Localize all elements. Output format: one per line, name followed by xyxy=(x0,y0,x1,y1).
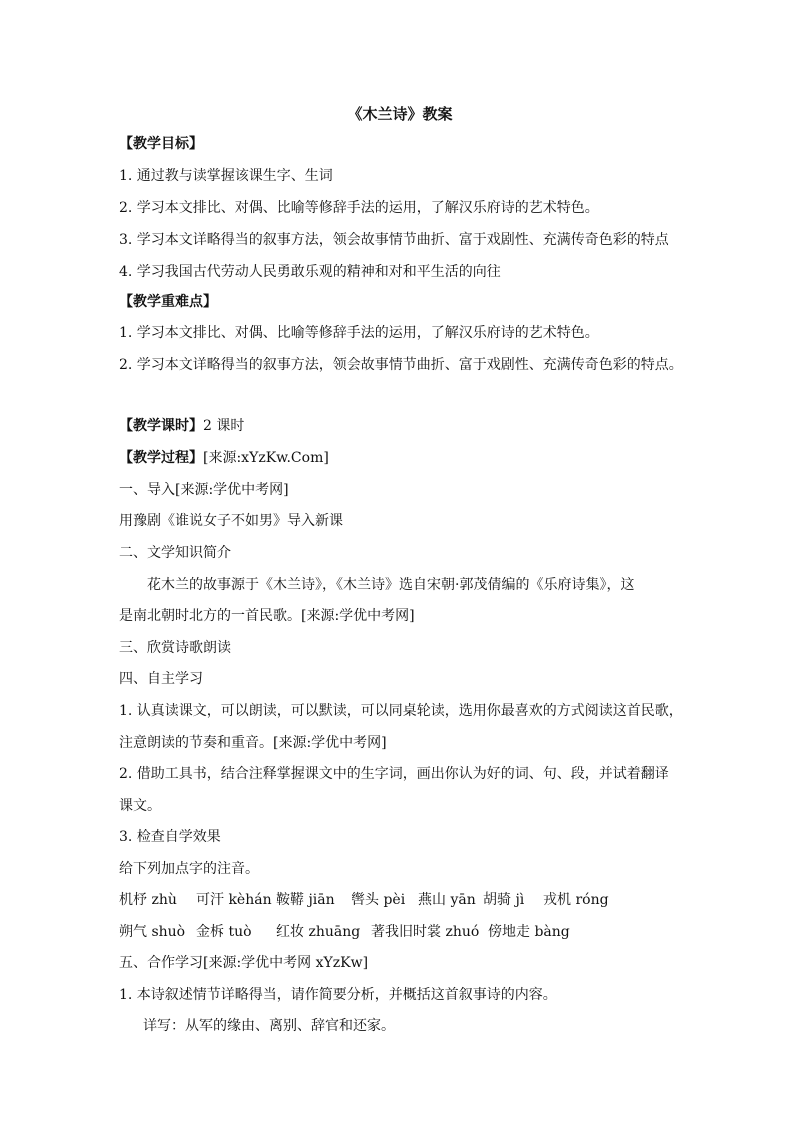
pinyin-item: 金柝 tuò xyxy=(196,924,252,940)
document-title: 《木兰诗》教案 xyxy=(347,105,453,123)
self-study-item-line: 注意朗读的节奏和重音。[来源:学优中考网] xyxy=(119,735,387,751)
section-literature: 二、文学知识简介 xyxy=(119,545,231,561)
literature-paragraph-line: 是南北朝时北方的一首民歌。[来源:学优中考网] xyxy=(119,608,415,624)
cooperative-item: 1. 本诗叙述情节详略得当，请作简要分析，并概括这首叙事诗的内容。 xyxy=(119,987,557,1003)
pinyin-item: 著我旧时裳 zhuó xyxy=(371,924,480,940)
section-self-study: 四、自主学习 xyxy=(119,671,203,687)
pinyin-item: 可汗 kèhán xyxy=(196,892,272,908)
objective-item: 1. 通过教与读掌握该课生字、生词 xyxy=(119,168,333,184)
pinyin-item: 机杼 zhù xyxy=(119,892,177,908)
pinyin-item: 戎机 róng xyxy=(543,892,609,908)
key-points-heading: 【教学重难点】 xyxy=(119,294,217,310)
literature-paragraph-line: 花木兰的故事源于《木兰诗》，《木兰诗》选自宋朝·郭茂倩编的《乐府诗集》，这 xyxy=(147,577,635,593)
self-study-item-line: 课文。 xyxy=(119,798,161,814)
self-study-item-line: 3. 检查自学效果 xyxy=(119,829,221,845)
class-hours-heading: 【教学课时】 xyxy=(119,418,203,434)
objectives-heading: 【教学目标】 xyxy=(119,136,203,152)
objective-item: 3. 学习本文详略得当的叙事方法，领会故事情节曲折、富于戏剧性、充满传奇色彩的特点 xyxy=(119,232,669,248)
class-hours xyxy=(119,416,244,436)
section-cooperative: 五、合作学习[来源:学优中考网 xYzKw] xyxy=(119,955,369,971)
objective-item: 2. 学习本文排比、对偶、比喻等修辞手法的运用，了解汉乐府诗的艺术特色。 xyxy=(119,200,599,216)
process-line xyxy=(119,448,329,468)
pinyin-item: 胡骑 jì xyxy=(483,892,525,908)
pinyin-item: 燕山 yān xyxy=(418,892,476,908)
section-recitation: 三、欣赏诗歌朗读 xyxy=(119,640,231,656)
pinyin-item: 朔气 shuò xyxy=(119,924,186,940)
pinyin-item: 辔头 pèi xyxy=(351,892,406,908)
pinyin-item: 鞍鞯 jiān xyxy=(276,892,335,908)
objective-item: 4. 学习我国古代劳动人民勇敢乐观的精神和对和平生活的向往 xyxy=(119,264,501,280)
class-hours-value: 2 课时 xyxy=(203,418,245,434)
self-study-item-line: 1. 认真读课文，可以朗读，可以默读，可以同桌轮读，选用你最喜欢的方式阅读这首民歌， xyxy=(119,703,683,719)
intro-text: 用豫剧《谁说女子不如男》导入新课 xyxy=(119,513,343,529)
section-intro: 一、导入[来源:学优中考网] xyxy=(119,482,289,498)
pinyin-item: 傍地走 bàng xyxy=(488,924,570,940)
pinyin-item: 红妆 zhuāng xyxy=(276,924,361,940)
process-source: [来源:xYzKw.Com] xyxy=(203,450,329,466)
key-point-item: 2. 学习本文详略得当的叙事方法，领会故事情节曲折、富于戏剧性、充满传奇色彩的特点。 xyxy=(119,357,683,373)
pinyin-question: 给下列加点字的注音。 xyxy=(119,861,259,877)
self-study-item-line: 2. 借助工具书，结合注释掌握课文中的生字词，画出你认为好的词、句、段，并试着翻译 xyxy=(119,766,669,782)
cooperative-answer: 详写：从军的缘由、离别、辞官和还家。 xyxy=(143,1018,395,1034)
process-heading: 【教学过程】 xyxy=(119,450,203,466)
key-point-item: 1. 学习本文排比、对偶、比喻等修辞手法的运用，了解汉乐府诗的艺术特色。 xyxy=(119,325,599,341)
